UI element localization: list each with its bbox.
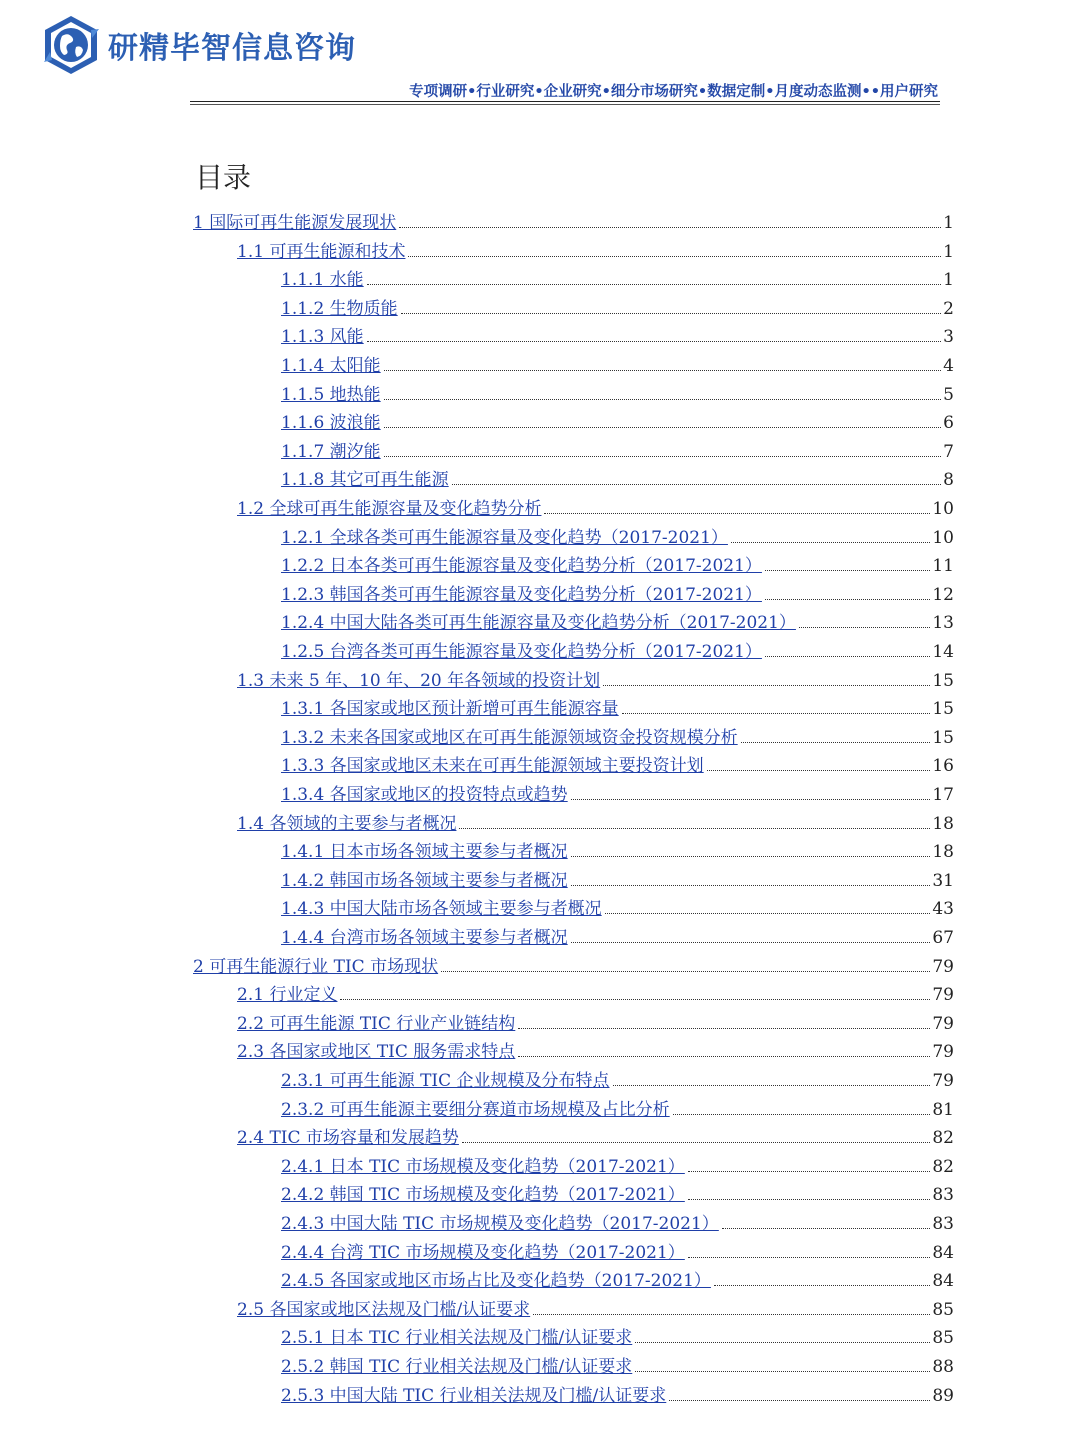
toc-page-number: 18 — [932, 813, 954, 834]
toc-page-number: 84 — [932, 1242, 954, 1263]
toc-entry[interactable] — [281, 262, 954, 290]
dot-leader — [441, 971, 930, 972]
toc-entry-link[interactable]: 1.4 各领域的主要参与者概况 — [237, 813, 457, 834]
dot-leader — [605, 913, 931, 914]
toc-entry-link[interactable]: 1.1.6 波浪能 — [281, 413, 381, 434]
toc-entry[interactable] — [237, 663, 954, 691]
dot-leader — [741, 742, 931, 743]
dot-leader — [384, 370, 942, 371]
dot-leader — [722, 1228, 931, 1229]
toc-entry[interactable] — [281, 748, 954, 776]
toc-entry-link[interactable]: 1.3.1 各国家或地区预计新增可再生能源容量 — [281, 699, 619, 720]
toc-entry[interactable] — [281, 1263, 954, 1291]
dot-leader — [688, 1257, 931, 1258]
toc-page-number: 15 — [932, 670, 954, 691]
dot-leader — [622, 713, 931, 714]
toc-entry[interactable] — [237, 1120, 954, 1148]
toc-entry-link[interactable]: 1.1.5 地热能 — [281, 384, 381, 405]
toc-page-number: 1 — [943, 241, 954, 262]
toc-entry[interactable] — [281, 691, 954, 719]
toc-page-number: 1 — [943, 213, 954, 233]
toc-page-number: 12 — [932, 584, 954, 605]
toc-entry-link[interactable]: 1.3 未来 5 年、10 年、20 年各领域的投资计划 — [237, 670, 601, 691]
toc-entry-link[interactable]: 1.2.4 中国大陆各类可再生能源容量及变化趋势分析（2017-2021） — [281, 613, 796, 634]
toc-page-number: 7 — [943, 441, 954, 462]
toc-page-number: 13 — [932, 613, 954, 634]
dot-leader — [688, 1171, 931, 1172]
toc-entry-link[interactable]: 2.4.3 中国大陆 TIC 市场规模及变化趋势（2017-2021） — [281, 1214, 719, 1234]
toc-entry-link[interactable]: 1.1.2 生物质能 — [281, 298, 398, 319]
toc-entry[interactable] — [281, 634, 954, 662]
dot-leader — [367, 341, 942, 342]
toc-entry-link[interactable]: 1.1.4 太阳能 — [281, 356, 381, 376]
toc-page-number: 15 — [932, 727, 954, 748]
toc-entry-link[interactable]: 1.2.3 韩国各类可再生能源容量及变化趋势分析（2017-2021） — [281, 584, 762, 605]
brand-logo — [40, 14, 356, 76]
toc-entry[interactable] — [281, 520, 954, 548]
toc-entry-link[interactable]: 1.1.8 其它可再生能源 — [281, 470, 449, 491]
header-tagline: 专项调研•行业研究•企业研究•细分市场研究•数据定制•月度动态监测••用户研究 — [409, 84, 938, 100]
toc-entry[interactable] — [281, 1149, 954, 1177]
toc-entry-link[interactable]: 1.2 全球可再生能源容量及变化趋势分析 — [237, 499, 542, 519]
toc-page-number: 15 — [932, 699, 954, 720]
dot-leader — [571, 856, 931, 857]
toc-entry[interactable] — [281, 1063, 954, 1091]
dot-leader — [707, 770, 931, 771]
toc-entry[interactable] — [281, 834, 954, 862]
toc-entry[interactable] — [281, 577, 954, 605]
dot-leader — [533, 1314, 930, 1315]
header-divider-thin — [190, 104, 940, 105]
toc-entry-link[interactable]: 1.1.7 潮汐能 — [281, 441, 381, 462]
toc-page-number: 11 — [932, 556, 954, 577]
toc-entry-link[interactable]: 1.1 可再生能源和技术 — [237, 241, 406, 262]
toc-entry[interactable] — [281, 1235, 954, 1263]
toc-entry-link[interactable]: 2.5.1 日本 TIC 行业相关法规及门槛/认证要求 — [281, 1328, 633, 1349]
toc-entry[interactable] — [281, 1206, 954, 1234]
dot-leader — [544, 513, 930, 514]
toc-page-number: 88 — [932, 1357, 954, 1377]
dot-leader — [799, 627, 930, 628]
toc-entry[interactable] — [281, 920, 954, 948]
toc-page-number: 79 — [932, 1013, 954, 1034]
toc-entry-link[interactable]: 2.3 各国家或地区 TIC 服务需求特点 — [237, 1042, 516, 1063]
toc-page-number: 79 — [932, 1071, 954, 1091]
toc-entry-link[interactable]: 1.4.3 中国大陆市场各领域主要参与者概况 — [281, 899, 602, 920]
dot-leader — [613, 1085, 931, 1086]
dot-leader — [688, 1199, 931, 1200]
toc-page-number: 89 — [932, 1385, 954, 1406]
toc-entry[interactable] — [237, 977, 954, 1005]
dot-leader — [452, 484, 942, 485]
toc-page-number: 1 — [943, 270, 954, 291]
toc-page-number: 10 — [932, 499, 954, 519]
toc-entry[interactable] — [281, 605, 954, 633]
toc-entry[interactable] — [281, 891, 954, 919]
toc-entry-link[interactable]: 2.4.4 台湾 TIC 市场规模及变化趋势（2017-2021） — [281, 1242, 685, 1263]
toc-page-number: 31 — [932, 870, 954, 891]
dot-leader — [384, 399, 942, 400]
dot-leader — [765, 656, 930, 657]
toc-entry[interactable] — [237, 1006, 954, 1034]
toc-entry-link[interactable]: 2.4.5 各国家或地区市场占比及变化趋势（2017-2021） — [281, 1271, 711, 1292]
toc-entry[interactable] — [193, 949, 954, 977]
toc-page-number: 84 — [932, 1271, 954, 1292]
toc-page-number: 43 — [932, 899, 954, 920]
dot-leader — [384, 427, 942, 428]
dot-leader — [731, 542, 930, 543]
header-divider — [190, 101, 940, 102]
dot-leader — [518, 1056, 930, 1057]
toc-page-number: 79 — [932, 1042, 954, 1063]
toc-page-number: 82 — [932, 1128, 954, 1149]
dot-leader — [384, 456, 942, 457]
toc-entry[interactable] — [281, 1378, 954, 1406]
toc-entry[interactable] — [237, 1034, 954, 1062]
dot-leader — [765, 599, 930, 600]
dot-leader — [399, 227, 941, 228]
dot-leader — [765, 570, 930, 571]
toc-page-number: 17 — [932, 785, 954, 805]
toc-page-number: 82 — [932, 1156, 954, 1177]
toc-entry[interactable] — [281, 720, 954, 748]
toc-page-number: 8 — [943, 470, 954, 491]
dot-leader — [635, 1342, 930, 1343]
toc-entry-link[interactable]: 1.1.1 水能 — [281, 270, 364, 291]
toc-page-number: 83 — [932, 1185, 954, 1206]
dot-leader — [518, 1028, 930, 1029]
toc-entry-link[interactable]: 2 可再生能源行业 TIC 市场现状 — [193, 956, 439, 977]
dot-leader — [603, 685, 930, 686]
toc-page-number: 81 — [932, 1099, 954, 1120]
toc-page-number: 6 — [943, 413, 954, 434]
toc-entry-link[interactable]: 2.3.2 可再生能源主要细分赛道市场规模及占比分析 — [281, 1099, 670, 1120]
toc-entry[interactable] — [281, 1092, 954, 1120]
toc-entry[interactable] — [281, 377, 954, 405]
toc-entry-link[interactable]: 1.3.2 未来各国家或地区在可再生能源领域资金投资规模分析 — [281, 727, 738, 748]
toc-page-number: 3 — [943, 327, 954, 348]
dot-leader — [462, 1142, 930, 1143]
toc-entry[interactable] — [281, 405, 954, 433]
dot-leader — [408, 256, 941, 257]
toc-page-number: 10 — [932, 527, 954, 548]
toc-page-number: 2 — [943, 298, 954, 319]
toc-entry[interactable] — [281, 1349, 954, 1377]
toc-entry[interactable] — [237, 234, 954, 262]
toc-entry-link[interactable]: 2.4.1 日本 TIC 市场规模及变化趋势（2017-2021） — [281, 1156, 685, 1177]
toc-entry-link[interactable]: 2.1 行业定义 — [237, 985, 338, 1006]
toc-page-number: 85 — [932, 1328, 954, 1349]
toc-entry-link[interactable]: 1.4.4 台湾市场各领域主要参与者概况 — [281, 928, 568, 948]
toc-entry-link[interactable]: 1.2.5 台湾各类可再生能源容量及变化趋势分析（2017-2021） — [281, 642, 762, 662]
toc-entry-link[interactable]: 2.5.3 中国大陆 TIC 行业相关法规及门槛/认证要求 — [281, 1385, 667, 1406]
toc-entry-link[interactable]: 1 国际可再生能源发展现状 — [193, 213, 397, 233]
toc-entry[interactable] — [237, 1292, 954, 1320]
toc-entry-link[interactable]: 1.3.4 各国家或地区的投资特点或趋势 — [281, 785, 568, 805]
dot-leader — [635, 1371, 930, 1372]
dot-leader — [571, 942, 931, 943]
toc-entry-link[interactable]: 1.2.1 全球各类可再生能源容量及变化趋势（2017-2021） — [281, 527, 728, 548]
toc-entry-link[interactable]: 2.3.1 可再生能源 TIC 企业规模及分布特点 — [281, 1071, 610, 1091]
dot-leader — [459, 828, 930, 829]
toc-page-number: 18 — [932, 842, 954, 863]
toc-entry-link[interactable]: 2.4 TIC 市场容量和发展趋势 — [237, 1128, 459, 1149]
toc-entry[interactable] — [281, 291, 954, 319]
toc-entry-link[interactable]: 1.3.3 各国家或地区未来在可再生能源领域主要投资计划 — [281, 756, 704, 777]
toc-entry-link[interactable]: 1.4.1 日本市场各领域主要参与者概况 — [281, 842, 568, 863]
dot-leader — [669, 1400, 930, 1401]
toc-entry-link[interactable]: 1.2.2 日本各类可再生能源容量及变化趋势分析（2017-2021） — [281, 556, 762, 577]
toc-page-number: 16 — [932, 756, 954, 777]
dot-leader — [673, 1114, 931, 1115]
dot-leader — [340, 999, 930, 1000]
toc-entry[interactable] — [281, 548, 954, 576]
dot-leader — [714, 1285, 930, 1286]
toc-page-number: 4 — [943, 356, 954, 376]
toc-page-number: 85 — [932, 1299, 954, 1320]
toc-entry[interactable] — [281, 1177, 954, 1205]
toc-title: 目录 — [195, 161, 252, 194]
toc-entry[interactable] — [281, 1320, 954, 1348]
toc-entry[interactable] — [281, 319, 954, 347]
dot-leader — [571, 799, 931, 800]
toc-page-number: 67 — [932, 928, 954, 948]
toc-page-number: 79 — [932, 985, 954, 1006]
dot-leader — [571, 885, 931, 886]
brand-name: 研精毕智信息咨询 — [108, 31, 356, 66]
toc-entry[interactable] — [237, 806, 954, 834]
dot-leader — [401, 313, 942, 314]
toc-entry[interactable] — [281, 863, 954, 891]
dot-leader — [367, 284, 942, 285]
toc-entry-link[interactable]: 2.4.2 韩国 TIC 市场规模及变化趋势（2017-2021） — [281, 1185, 685, 1206]
toc-entry[interactable] — [281, 777, 954, 805]
toc-entry[interactable] — [237, 491, 954, 519]
toc-entry-link[interactable]: 2.2 可再生能源 TIC 行业产业链结构 — [237, 1013, 516, 1034]
toc-entry[interactable] — [281, 434, 954, 462]
globe-logo-icon — [40, 14, 102, 76]
toc-page-number: 14 — [932, 642, 954, 662]
toc-entry-link[interactable]: 1.4.2 韩国市场各领域主要参与者概况 — [281, 870, 568, 891]
toc-page-number: 79 — [932, 956, 954, 977]
toc-entry[interactable] — [281, 348, 954, 376]
toc-page-number: 5 — [943, 384, 954, 405]
toc-entry-link[interactable]: 1.1.3 风能 — [281, 327, 364, 348]
toc-page-number: 83 — [932, 1214, 954, 1234]
toc-entry[interactable] — [281, 462, 954, 490]
toc-entry[interactable] — [193, 205, 954, 233]
toc-entry-link[interactable]: 2.5.2 韩国 TIC 行业相关法规及门槛/认证要求 — [281, 1357, 633, 1377]
toc-entry-link[interactable]: 2.5 各国家或地区法规及门槛/认证要求 — [237, 1299, 531, 1320]
